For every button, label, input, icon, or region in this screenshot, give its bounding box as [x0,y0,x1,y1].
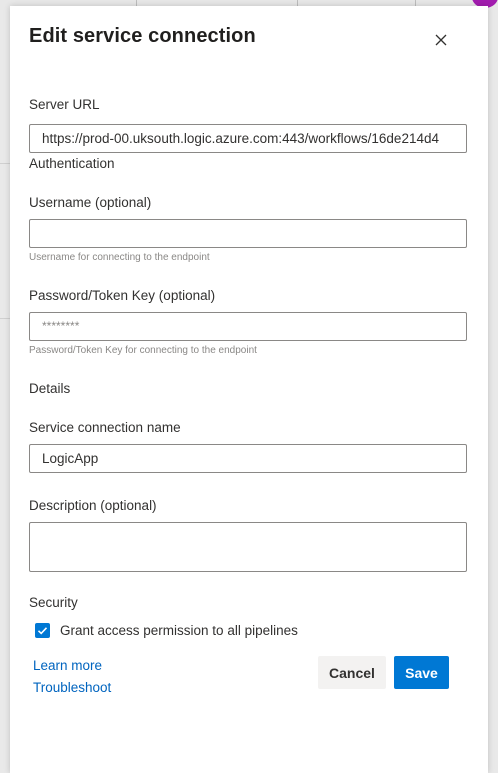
grant-access-label: Grant access permission to all pipelines [60,623,298,638]
server-url-input[interactable]: https://prod-00.uksouth.logic.azure.com:443/workflows/16de214d4 [29,124,467,153]
panel-title: Edit service connection [29,25,256,47]
background-divider [0,163,10,164]
security-heading: Security [29,595,78,610]
service-connection-name-label: Service connection name [29,420,181,435]
edit-service-connection-panel [10,6,488,773]
username-input[interactable] [29,219,467,248]
description-label: Description (optional) [29,498,157,513]
username-label: Username (optional) [29,195,152,210]
server-url-label: Server URL [29,97,100,112]
grant-access-checkbox[interactable] [35,623,50,638]
background-divider [0,318,10,319]
cancel-button[interactable]: Cancel [318,656,386,689]
details-heading: Details [29,381,71,396]
password-label: Password/Token Key (optional) [29,288,216,303]
close-icon[interactable] [433,32,449,48]
authentication-heading: Authentication [29,156,115,171]
learn-more-link[interactable]: Learn more [33,658,103,673]
password-input[interactable]: ******** [29,312,467,341]
save-button[interactable]: Save [394,656,449,689]
username-hint: Username for connecting to the endpoint [29,252,210,263]
troubleshoot-link[interactable]: Troubleshoot [33,680,112,695]
description-textarea[interactable] [29,522,467,572]
checkmark-icon [35,623,50,638]
service-connection-name-input[interactable]: LogicApp [29,444,467,473]
password-hint: Password/Token Key for connecting to the endpoint [29,345,257,356]
